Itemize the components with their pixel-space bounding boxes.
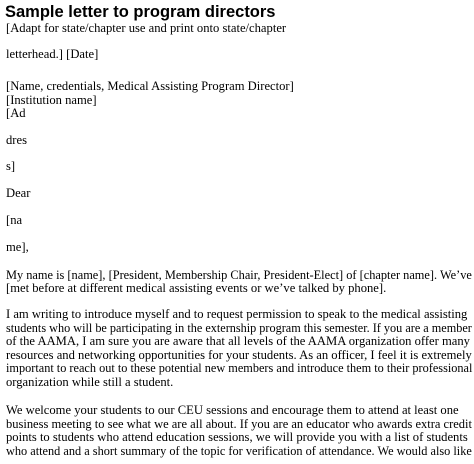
paragraph-3-line-2: business meeting to see what we are all about. If you are an educator who awards extra credit xyxy=(6,417,472,431)
salutation-name-fragment-1: [na xyxy=(6,213,23,227)
adapt-note-line-2: letterhead.] [Date] xyxy=(6,47,99,61)
paragraph-1-line-2: [met before at different medical assisting events or we’ve talked by phone]. xyxy=(6,281,387,295)
paragraph-1-line-1: My name is [name], [President, Membership Chair, President-Elect] of [chapter name]. We’ve xyxy=(6,268,472,282)
salutation-name-fragment-2: me], xyxy=(6,240,29,254)
address-fragment-1: [Ad xyxy=(6,106,26,120)
institution-line: [Institution name] xyxy=(6,93,97,107)
paragraph-2-line-2: students who will be participating in the externship program this semester. If you are a member xyxy=(6,321,472,335)
document-title: Sample letter to program directors xyxy=(5,3,276,21)
paragraph-2-line-3: of the AAMA, I am sure you are aware that all levels of the AAMA organization offer many xyxy=(6,334,470,348)
recipient-name-line: [Name, credentials, Medical Assisting Program Director] xyxy=(6,79,294,93)
paragraph-2-line-5: important to reach out to these potential new members and introduce them to their professional xyxy=(6,361,473,375)
address-fragment-3: s] xyxy=(6,159,16,173)
paragraph-2-line-4: resources and networking opportunities for your students. As an officer, I feel it is extremely xyxy=(6,348,472,362)
paragraph-2-line-1: I am writing to introduce myself and to request permission to speak to the medical assisting xyxy=(6,307,468,321)
paragraph-3-line-3: points to students who attend education sessions, we will provide you with a list of students xyxy=(6,430,468,444)
salutation-dear: Dear xyxy=(6,186,31,200)
paragraph-2-line-6: organization while still a student. xyxy=(6,375,174,389)
adapt-note-line-1: [Adapt for state/chapter use and print onto state/chapter xyxy=(6,21,287,35)
paragraph-3-line-4: who attend and a short summary of the topic for verification of attendance. We would also like xyxy=(6,444,472,458)
address-fragment-2: dres xyxy=(6,133,27,147)
paragraph-3-line-1: We welcome your students to our CEU sessions and encourage them to attend at least one xyxy=(6,403,459,417)
